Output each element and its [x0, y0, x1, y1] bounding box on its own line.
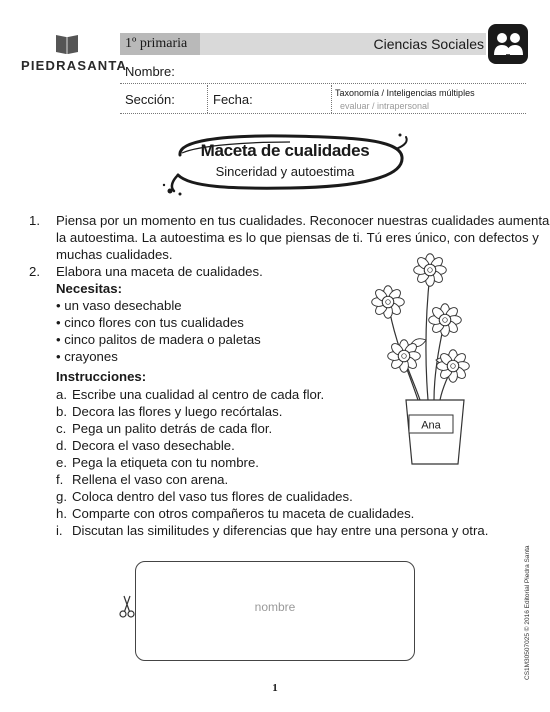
needs-item: • crayones — [56, 349, 118, 364]
name-label: Nombre: — [125, 64, 175, 79]
step-letter: c. — [56, 421, 67, 436]
step-letter: g. — [56, 489, 67, 504]
needs-item: • un vaso desechable — [56, 298, 182, 313]
field-divider — [331, 85, 332, 113]
page-number: 1 — [272, 682, 278, 694]
step-letter: h. — [56, 506, 67, 521]
step-letter: a. — [56, 387, 67, 402]
flower-pot-illustration — [360, 250, 480, 472]
subject-label: Ciencias Sociales — [373, 36, 484, 52]
item-number: 2. — [29, 264, 40, 279]
item-number: 1. — [29, 213, 40, 228]
brand-logo: PIEDRASANTA — [21, 58, 128, 73]
item1-line: la autoestima. La autoestima es lo que piensas de ti. Tú eres único, con defectos y — [56, 230, 539, 245]
needs-item: • cinco palitos de madera o paletas — [56, 332, 261, 347]
step-letter: e. — [56, 455, 67, 470]
item1-line: Piensa por un momento en tus cualidades. Reconocer nuestras cualidades aumenta — [56, 213, 550, 228]
item1-line: muchas cualidades. — [56, 247, 173, 262]
pot-name-label: Ana — [421, 419, 441, 432]
name-field[interactable] — [120, 83, 526, 84]
page-subtitle: Sinceridad y autoestima — [215, 164, 355, 179]
step-text: Decora el vaso desechable. — [72, 438, 235, 453]
section-label: Sección: — [125, 92, 175, 107]
step-text: Pega un palito detrás de cada flor. — [72, 421, 273, 436]
date-label: Fecha: — [213, 92, 253, 107]
steps-heading: Instrucciones: — [56, 369, 147, 384]
step-text: Coloca dentro del vaso tus flores de cualidades. — [72, 489, 353, 504]
section-date-field[interactable] — [120, 113, 526, 114]
grade-label: 1º primaria — [125, 36, 188, 51]
step-text: Decora las flores y luego recórtalas. — [72, 404, 283, 419]
step-letter: i. — [56, 523, 63, 538]
step-text: Discutan las similitudes y diferencias que hay entre una persona y otra. — [72, 523, 489, 538]
needs-heading: Necesitas: — [56, 281, 122, 296]
page-title: Maceta de cualidades — [200, 141, 370, 160]
needs-item: • cinco flores con tus cualidades — [56, 315, 244, 330]
step-text: Escribe una cualidad al centro de cada flor. — [72, 387, 325, 402]
copyright-note: CS1M30507025 © 2016 Editorial Piedra Santa — [524, 545, 531, 680]
step-text: Rellena el vaso con arena. — [72, 472, 229, 487]
step-text: Comparte con otros compañeros tu maceta de cualidades. — [72, 506, 415, 521]
step-letter: d. — [56, 438, 67, 453]
taxonomy-label: Taxonomía / Inteligencias múltiples — [335, 88, 475, 98]
step-letter: f. — [56, 472, 64, 487]
field-divider — [207, 85, 208, 113]
item2-text: Elabora una maceta de cualidades. — [56, 264, 263, 279]
taxonomy-values: evaluar / intrapersonal — [340, 101, 430, 111]
scissors-icon — [118, 594, 136, 618]
book-logo-icon — [54, 32, 80, 56]
name-tag-placeholder: nombre — [254, 600, 296, 614]
step-letter: b. — [56, 404, 67, 419]
step-text: Pega la etiqueta con tu nombre. — [72, 455, 259, 470]
group-people-icon — [488, 24, 528, 64]
